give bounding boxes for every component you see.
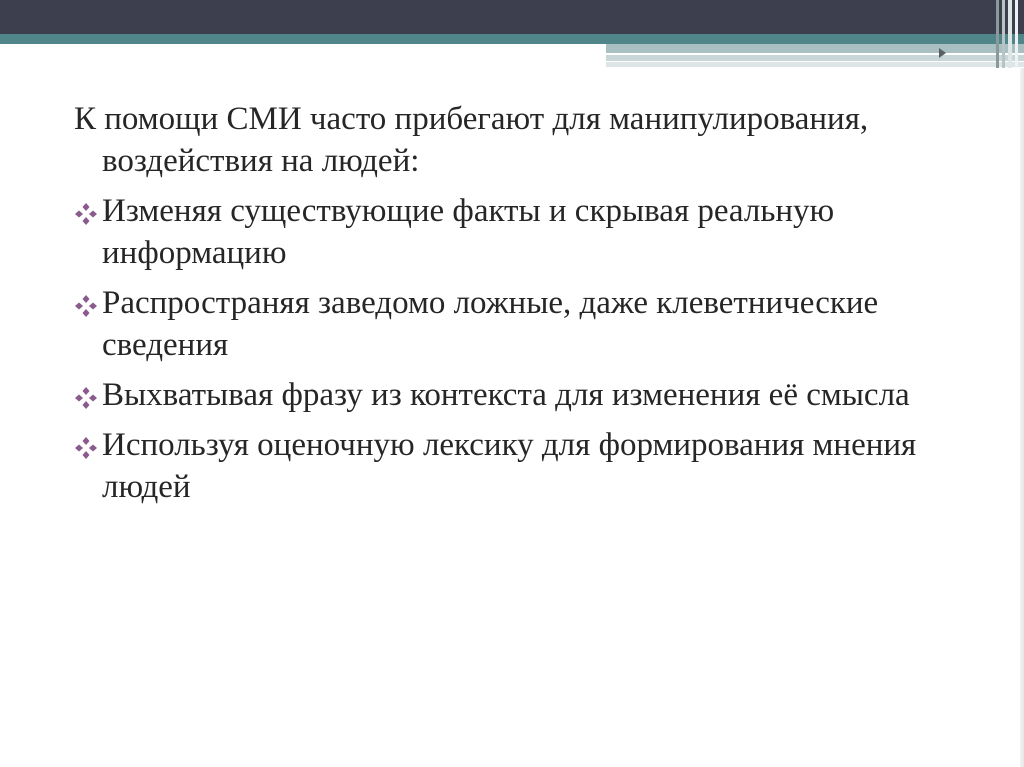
header-bar-dark — [0, 0, 1024, 34]
list-item — [74, 424, 934, 508]
bullet-text: Используя оценочную лексику для формирования мнения людей — [102, 427, 917, 505]
list-item — [74, 190, 934, 274]
triangle-arrow-icon — [939, 48, 946, 58]
four-diamond-bullet-icon — [74, 294, 98, 318]
header-vertical-stripe — [996, 0, 999, 68]
header-bar-teal — [0, 34, 1024, 44]
bullet-text: Изменяя существующие факты и скрывая реальную информацию — [102, 193, 835, 271]
bullet-list — [74, 190, 934, 508]
header-vertical-stripe — [1008, 0, 1012, 68]
slide-content — [74, 98, 934, 516]
list-item — [74, 374, 934, 416]
four-diamond-bullet-icon — [74, 436, 98, 460]
list-item — [74, 282, 934, 366]
four-diamond-bullet-icon — [74, 202, 98, 226]
four-diamond-bullet-icon — [74, 386, 98, 410]
header-stripe — [606, 62, 1024, 67]
slide-right-edge — [1020, 68, 1024, 767]
bullet-text: Выхватывая фразу из контекста для изменения её смысла — [102, 377, 910, 413]
header-stripe — [606, 55, 1024, 61]
header-stripe — [606, 44, 1024, 53]
intro-text: К помощи СМИ часто прибегают для манипулирования, воздействия на людей: — [74, 101, 869, 179]
header-vertical-stripe — [1015, 0, 1018, 68]
bullet-text: Распространяя заведомо ложные, даже клеветнические сведения — [102, 285, 879, 363]
header-vertical-stripe — [1002, 0, 1005, 68]
